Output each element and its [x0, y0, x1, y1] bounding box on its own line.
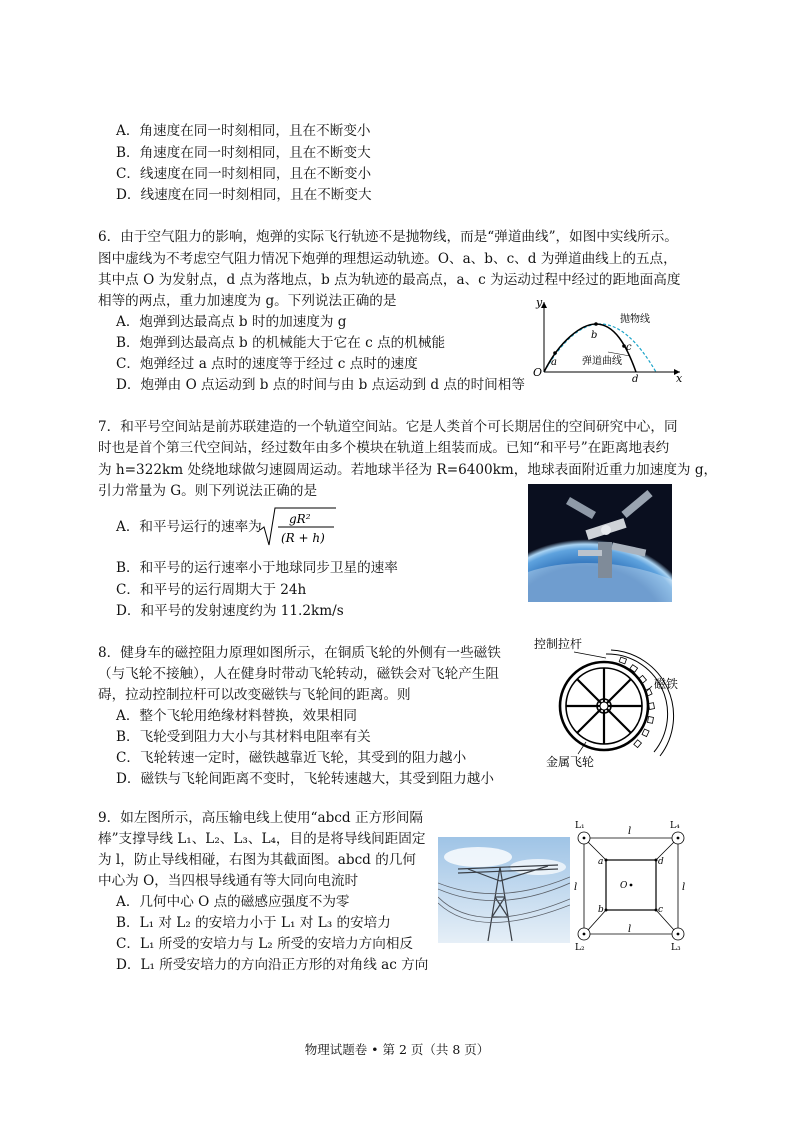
q6-option-d: D．炮弹由 O 点运动到 b 点的时间与由 b 点运动到 d 点的时间相等 — [116, 377, 525, 393]
center-label: O — [620, 881, 628, 891]
ballistic-label: 弹道曲线 — [582, 356, 622, 367]
side-label-top: l — [628, 826, 632, 837]
q7-option-d: D．和平号的发射速度约为 11.2km/s — [116, 603, 344, 619]
q7-stem-line: 引力常量为 G。则下列说法正确的是 — [98, 483, 318, 499]
center-point — [630, 884, 633, 887]
parabola-label: 抛物线 — [620, 314, 650, 325]
corner-a-label: a — [598, 857, 604, 867]
L2-label: L₂ — [575, 943, 585, 952]
b-label: b — [591, 330, 598, 341]
power-line-photo — [438, 837, 570, 947]
q8-stem-line: 8．健身车的磁控阻力原理如图所示，在铜质飞轮的外侧有一些磁铁 — [98, 645, 501, 661]
q7-option-c: C．和平号的运行周期大于 24h — [116, 582, 307, 598]
point-b — [594, 322, 598, 326]
q6-stem-line: 图中虚线为不考虑空气阻力情况下炮弹的理想运动轨迹。O、a、b、c、d 为弹道曲线上的五点， — [98, 251, 677, 267]
side-label-bottom: l — [628, 924, 632, 935]
q5-option-a: A．角速度在同一时刻相同，且在不断变小 — [116, 123, 371, 139]
q9-option-a: A．几何中心 O 点的磁感应强度不为零 — [116, 894, 350, 910]
q7-stem-line: 为 h=322km 处绕地球做匀速圆周运动。若地球半径为 R=6400km，地球表面附近重力加速度为 g， — [98, 462, 718, 478]
q8-stem-line: 碍，拉动控制拉杆可以改变磁铁与飞轮间的距离。则 — [98, 687, 411, 703]
wheel-label: 金属飞轮 — [546, 755, 595, 769]
c-label: c — [626, 342, 632, 353]
corner-c-label: c — [658, 905, 664, 915]
q5-option-b: B．角速度在同一时刻相同，且在不断变大 — [116, 145, 371, 161]
q6-option-c: C．炮弹经过 a 点时的速度等于经过 c 点时的速度 — [116, 356, 418, 372]
q9-stem-line: 中心为 O，当四根导线通有等大同向电流时 — [98, 873, 359, 889]
q9-stem-line: 9．如左图所示，高压输电线上使用“abcd 正方形间隔 — [98, 810, 423, 826]
lever-label: 控制拉杆 — [534, 637, 583, 651]
q6-option-a: A．炮弹到达最高点 b 时的加速度为 g — [116, 314, 347, 330]
q8-flywheel-figure — [528, 634, 698, 774]
a-label: a — [551, 357, 557, 368]
q9-option-d: D．L₁ 所受安培力的方向沿正方形的对角线 ac 方向 — [116, 957, 429, 973]
side-label-left: l — [574, 882, 578, 893]
q6-stem-line: 相等的两点，重力加速度为 g。下列说法正确的是 — [98, 293, 397, 309]
q5-option-d: D．线速度在同一时刻相同，且在不断变大 — [116, 187, 372, 203]
L4-label: L₄ — [670, 821, 680, 831]
side-label-right: l — [682, 882, 686, 893]
q8-option-d: D．磁铁与飞轮间距离不变时，飞轮转速越大，其受到阻力越小 — [116, 771, 494, 787]
q6-stem-line: 6．由于空气阻力的影响，炮弹的实际飞行轨迹不是抛物线，而是“弹道曲线”，如图中实线所示。 — [98, 229, 678, 245]
q6-trajectory-figure — [530, 296, 690, 382]
q7-stem-line: 时也是首个第三代空间站，经过数年由多个模块在轨道上组装而成。已知“和平号”在距离地表约 — [98, 440, 670, 456]
corner-d-label: d — [658, 857, 664, 867]
q7-stem-line: 7．和平号空间站是前苏联建造的一个轨道空间站。它是人类首个可长期居住的空间研究中心，同 — [98, 419, 678, 435]
y-label: y — [536, 296, 543, 309]
q9-option-b: B．L₁ 对 L₂ 的安培力小于 L₁ 对 L₃ 的安培力 — [116, 915, 391, 931]
q6-stem-line: 其中点 O 为发射点，d 点为落地点，b 点为轨迹的最高点，a、c 为运动过程中经过的距地面高度 — [98, 272, 681, 288]
q8-option-a: A．整个飞轮用绝缘材料替换，效果相同 — [116, 708, 357, 724]
q9-stem-line: 棒”支撑导线 L₁、L₂、L₃、L₄，目的是将导线间距固定 — [98, 831, 426, 847]
L1-label: L₁ — [575, 821, 585, 831]
origin-label: O — [533, 366, 543, 379]
q9-cross-section-figure — [572, 820, 694, 952]
q9-option-c: C．L₁ 所受的安培力与 L₂ 所受的安培力方向相反 — [116, 936, 414, 952]
q8-option-b: B．飞轮受到阻力大小与其材料电阻率有关 — [116, 729, 371, 745]
magnet-label: 磁铁 — [654, 677, 679, 691]
d-label: d — [632, 374, 639, 382]
x-label: x — [676, 372, 683, 382]
q9-stem-line: 为 l，防止导线相碰，右图为其截面图。abcd 的几何 — [98, 852, 416, 868]
q6-option-b: B．炮弹到达最高点 b 的机械能大于它在 c 点的机械能 — [116, 335, 446, 351]
space-station-photo — [528, 484, 672, 606]
q7-option-a-formula — [258, 505, 338, 549]
formula-denominator: (R + h) — [281, 531, 325, 545]
page-footer: 物理试题卷 • 第 2 页（共 8 页） — [304, 1042, 490, 1057]
q8-option-c: C．飞轮转速一定时，磁铁越靠近飞轮，其受到的阻力越小 — [116, 750, 467, 766]
q8-stem-line: （与飞轮不接触），人在健身时带动飞轮转动，磁铁会对飞轮产生阻 — [98, 666, 500, 682]
q7-option-a-prefix: A．和平号运行的速率为 — [116, 519, 262, 535]
formula-numerator: gR² — [289, 512, 311, 526]
point-a — [553, 351, 557, 355]
q5-option-c: C．线速度在同一时刻相同，且在不断变小 — [116, 166, 372, 182]
q7-option-b: B．和平号的运行速率小于地球同步卫星的速率 — [116, 560, 398, 576]
L3-label: L₃ — [671, 943, 681, 952]
corner-b-label: b — [598, 905, 604, 915]
